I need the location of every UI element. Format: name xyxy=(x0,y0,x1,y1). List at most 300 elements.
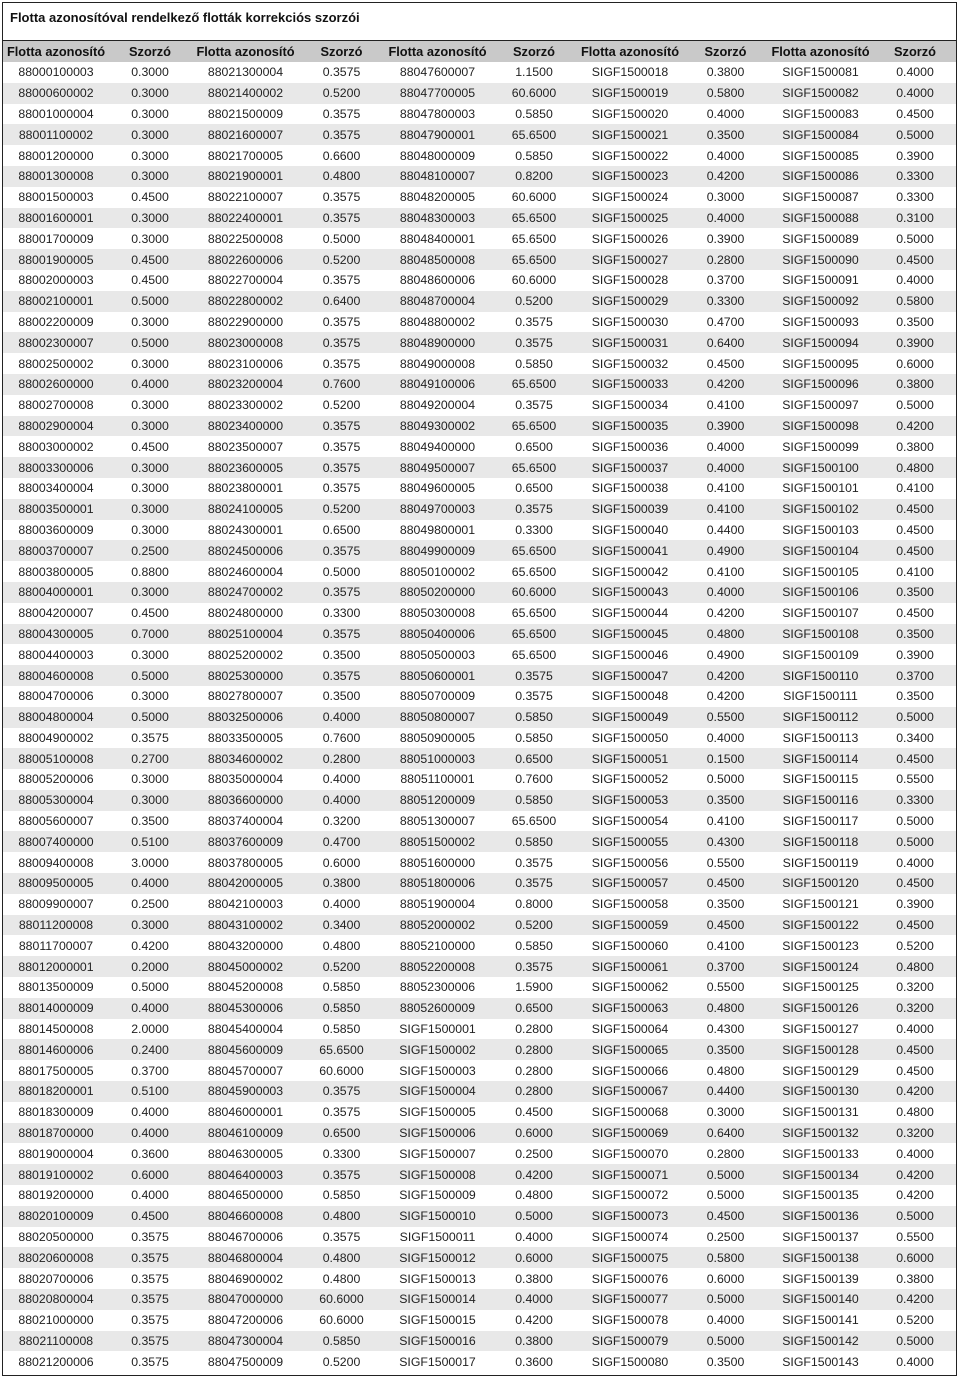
multiplier-cell: 0.4000 xyxy=(874,270,956,291)
fleet-id-cell: 88002700008 xyxy=(3,395,109,416)
fleet-id-cell: 88002200009 xyxy=(3,312,109,333)
fleet-id-cell: 88012000001 xyxy=(3,956,109,977)
fleet-id-cell: 88051900004 xyxy=(383,894,492,915)
multiplier-cell: 0.5200 xyxy=(300,956,383,977)
fleet-id-cell: 88005200006 xyxy=(3,769,109,790)
table-row xyxy=(3,728,956,749)
multiplier-cell: 0.2500 xyxy=(109,894,191,915)
fleet-id-cell: 88050800007 xyxy=(383,707,492,728)
header-fleet-id: Flotta azonosító xyxy=(576,41,684,63)
fleet-id-cell: 88004000001 xyxy=(3,582,109,603)
fleet-id-cell: 88043100002 xyxy=(191,915,300,936)
header-fleet-id: Flotta azonosító xyxy=(383,41,492,63)
fleet-id-cell: SIGF1500012 xyxy=(383,1247,492,1268)
multiplier-cell: 0.3575 xyxy=(300,1164,383,1185)
multiplier-cell: 0.4800 xyxy=(874,457,956,478)
multiplier-cell: 65.6500 xyxy=(492,811,576,832)
fleet-id-cell: 88022100007 xyxy=(191,187,300,208)
fleet-id-cell: SIGF1500138 xyxy=(767,1247,874,1268)
multiplier-cell: 0.3575 xyxy=(109,1289,191,1310)
fleet-id-cell: 88018200001 xyxy=(3,1081,109,1102)
fleet-id-cell: 88047600007 xyxy=(383,62,492,83)
fleet-id-cell: SIGF1500120 xyxy=(767,873,874,894)
multiplier-cell: 0.3000 xyxy=(109,416,191,437)
fleet-id-cell: 88018700000 xyxy=(3,1123,109,1144)
fleet-id-cell: SIGF1500115 xyxy=(767,769,874,790)
fleet-id-cell: SIGF1500087 xyxy=(767,187,874,208)
table-row xyxy=(3,1310,956,1331)
fleet-id-cell: SIGF1500020 xyxy=(576,104,684,125)
fleet-id-cell: 88047000000 xyxy=(191,1289,300,1310)
fleet-id-cell: 88022500008 xyxy=(191,228,300,249)
multiplier-cell: 0.2500 xyxy=(492,1143,576,1164)
table-row xyxy=(3,166,956,187)
multiplier-cell: 65.6500 xyxy=(492,124,576,145)
multiplier-cell: 0.7600 xyxy=(300,728,383,749)
fleet-id-cell: 88024800000 xyxy=(191,603,300,624)
table-row xyxy=(3,1227,956,1248)
fleet-id-cell: SIGF1500085 xyxy=(767,145,874,166)
multiplier-cell: 0.4000 xyxy=(684,728,767,749)
multiplier-cell: 0.4200 xyxy=(874,1164,956,1185)
fleet-id-cell: SIGF1500049 xyxy=(576,707,684,728)
table-row xyxy=(3,1143,956,1164)
multiplier-cell: 60.6000 xyxy=(492,187,576,208)
fleet-id-cell: SIGF1500069 xyxy=(576,1123,684,1144)
multiplier-cell: 0.3575 xyxy=(300,312,383,333)
multiplier-cell: 0.3800 xyxy=(874,1268,956,1289)
table-row xyxy=(3,62,956,83)
fleet-id-cell: 88049900009 xyxy=(383,540,492,561)
multiplier-cell: 0.4800 xyxy=(874,1102,956,1123)
multiplier-cell: 0.2800 xyxy=(300,748,383,769)
multiplier-cell: 0.3500 xyxy=(874,582,956,603)
multiplier-cell: 0.5000 xyxy=(874,1206,956,1227)
multiplier-cell: 0.4000 xyxy=(109,374,191,395)
multiplier-cell: 0.5500 xyxy=(684,977,767,998)
fleet-id-cell: 88042100003 xyxy=(191,894,300,915)
fleet-id-cell: SIGF1500111 xyxy=(767,686,874,707)
multiplier-cell: 0.2500 xyxy=(109,540,191,561)
fleet-id-cell: SIGF1500110 xyxy=(767,665,874,686)
fleet-id-cell: 88049600005 xyxy=(383,478,492,499)
fleet-id-cell: 88046700006 xyxy=(191,1227,300,1248)
multiplier-cell: 0.4000 xyxy=(109,1123,191,1144)
table-row xyxy=(3,769,956,790)
fleet-id-cell: SIGF1500016 xyxy=(383,1331,492,1352)
multiplier-cell: 0.3900 xyxy=(874,644,956,665)
fleet-id-cell: SIGF1500033 xyxy=(576,374,684,395)
fleet-id-cell: SIGF1500100 xyxy=(767,457,874,478)
fleet-id-cell: 88048000009 xyxy=(383,145,492,166)
fleet-id-cell: SIGF1500091 xyxy=(767,270,874,291)
multiplier-cell: 0.4500 xyxy=(874,1039,956,1060)
fleet-id-cell: 88003500001 xyxy=(3,499,109,520)
table-row xyxy=(3,145,956,166)
fleet-id-cell: SIGF1500096 xyxy=(767,374,874,395)
fleet-id-cell: SIGF1500093 xyxy=(767,312,874,333)
fleet-id-cell: 88024300001 xyxy=(191,520,300,541)
multiplier-cell: 0.3500 xyxy=(874,686,956,707)
fleet-id-cell: 88049700003 xyxy=(383,499,492,520)
multiplier-cell: 0.3500 xyxy=(684,790,767,811)
fleet-id-cell: 88048400001 xyxy=(383,228,492,249)
fleet-id-cell: 88014000009 xyxy=(3,998,109,1019)
multiplier-cell: 0.4800 xyxy=(492,1185,576,1206)
multiplier-cell: 0.5000 xyxy=(684,1164,767,1185)
fleet-id-cell: SIGF1500062 xyxy=(576,977,684,998)
multiplier-cell: 0.4500 xyxy=(109,249,191,270)
fleet-id-cell: SIGF1500032 xyxy=(576,353,684,374)
multiplier-cell: 0.4500 xyxy=(684,1206,767,1227)
fleet-id-cell: 88025100004 xyxy=(191,624,300,645)
fleet-id-cell: 88001000004 xyxy=(3,104,109,125)
table-row xyxy=(3,499,956,520)
multiplier-cell: 0.3575 xyxy=(300,478,383,499)
multiplier-cell: 0.3000 xyxy=(109,104,191,125)
multiplier-cell: 0.3800 xyxy=(874,436,956,457)
fleet-id-cell: 88002000003 xyxy=(3,270,109,291)
table-row xyxy=(3,624,956,645)
multiplier-cell: 0.2800 xyxy=(492,1039,576,1060)
fleet-id-cell: 88011700007 xyxy=(3,935,109,956)
fleet-id-cell: 88019200000 xyxy=(3,1185,109,1206)
fleet-id-cell: SIGF1500118 xyxy=(767,831,874,852)
fleet-id-cell: SIGF1500045 xyxy=(576,624,684,645)
multiplier-cell: 0.5000 xyxy=(109,977,191,998)
multiplier-cell: 65.6500 xyxy=(492,457,576,478)
multiplier-cell: 0.3500 xyxy=(109,811,191,832)
fleet-id-cell: 88048300003 xyxy=(383,208,492,229)
fleet-id-cell: 88021200006 xyxy=(3,1351,109,1372)
multiplier-cell: 0.3200 xyxy=(874,998,956,1019)
fleet-id-cell: SIGF1500035 xyxy=(576,416,684,437)
fleet-id-cell: 88046100009 xyxy=(191,1123,300,1144)
multiplier-cell: 0.3800 xyxy=(684,62,767,83)
multiplier-cell: 65.6500 xyxy=(492,540,576,561)
multiplier-cell: 0.3575 xyxy=(492,312,576,333)
fleet-id-cell: 88020700006 xyxy=(3,1268,109,1289)
multiplier-cell: 0.5000 xyxy=(492,1206,576,1227)
multiplier-cell: 0.6000 xyxy=(109,1164,191,1185)
fleet-id-cell: SIGF1500042 xyxy=(576,561,684,582)
fleet-id-cell: SIGF1500040 xyxy=(576,520,684,541)
table-row xyxy=(3,1102,956,1123)
multiplier-cell: 0.5850 xyxy=(300,1331,383,1352)
fleet-id-cell: SIGF1500070 xyxy=(576,1143,684,1164)
fleet-id-cell: 88048100007 xyxy=(383,166,492,187)
multiplier-cell: 0.5000 xyxy=(874,811,956,832)
multiplier-cell: 0.2800 xyxy=(492,1019,576,1040)
multiplier-cell: 0.4000 xyxy=(684,582,767,603)
multiplier-cell: 0.6000 xyxy=(492,1123,576,1144)
multiplier-cell: 0.4000 xyxy=(684,104,767,125)
multiplier-cell: 0.3700 xyxy=(684,270,767,291)
fleet-id-cell: 88051200009 xyxy=(383,790,492,811)
multiplier-cell: 0.4500 xyxy=(874,603,956,624)
fleet-id-cell: 88003600009 xyxy=(3,520,109,541)
fleet-id-cell: SIGF1500006 xyxy=(383,1123,492,1144)
fleet-id-cell: 88045700007 xyxy=(191,1060,300,1081)
multiplier-cell: 0.5500 xyxy=(684,852,767,873)
fleet-id-cell: SIGF1500065 xyxy=(576,1039,684,1060)
fleet-id-cell: SIGF1500089 xyxy=(767,228,874,249)
fleet-id-cell: 88009900007 xyxy=(3,894,109,915)
fleet-id-cell: 88023600005 xyxy=(191,457,300,478)
fleet-id-cell: 88051300007 xyxy=(383,811,492,832)
fleet-id-cell: SIGF1500019 xyxy=(576,83,684,104)
multiplier-cell: 0.1500 xyxy=(684,748,767,769)
multiplier-cell: 0.4300 xyxy=(684,1019,767,1040)
fleet-id-cell: 88046500000 xyxy=(191,1185,300,1206)
table-row xyxy=(3,208,956,229)
multiplier-cell: 0.3575 xyxy=(492,665,576,686)
multiplier-cell: 0.3575 xyxy=(109,1310,191,1331)
fleet-id-cell: 88049300002 xyxy=(383,416,492,437)
fleet-id-cell: 88045900003 xyxy=(191,1081,300,1102)
table-row xyxy=(3,811,956,832)
fleet-id-cell: SIGF1500086 xyxy=(767,166,874,187)
multiplier-cell: 60.6000 xyxy=(492,270,576,291)
multiplier-cell: 0.4800 xyxy=(300,166,383,187)
fleet-id-cell: 88045300006 xyxy=(191,998,300,1019)
fleet-id-cell: 88037600009 xyxy=(191,831,300,852)
fleet-id-cell: 88003700007 xyxy=(3,540,109,561)
multiplier-cell: 0.3000 xyxy=(109,686,191,707)
multiplier-cell: 0.5100 xyxy=(109,831,191,852)
fleet-id-cell: 88022700004 xyxy=(191,270,300,291)
multiplier-cell: 0.5850 xyxy=(300,998,383,1019)
fleet-id-cell: SIGF1500112 xyxy=(767,707,874,728)
multiplier-cell: 0.4500 xyxy=(874,499,956,520)
fleet-id-cell: 88024100005 xyxy=(191,499,300,520)
fleet-id-cell: SIGF1500056 xyxy=(576,852,684,873)
multiplier-cell: 0.3575 xyxy=(300,1081,383,1102)
table-row xyxy=(3,416,956,437)
multiplier-cell: 0.5000 xyxy=(109,707,191,728)
table-row xyxy=(3,436,956,457)
multiplier-cell: 60.6000 xyxy=(492,83,576,104)
multiplier-cell: 0.4200 xyxy=(874,1185,956,1206)
table-row xyxy=(3,353,956,374)
fleet-id-cell: SIGF1500121 xyxy=(767,894,874,915)
fleet-id-cell: 88051500002 xyxy=(383,831,492,852)
multiplier-cell: 65.6500 xyxy=(492,208,576,229)
header-multiplier: Szorzó xyxy=(109,41,191,63)
fleet-id-cell: 88048900000 xyxy=(383,332,492,353)
fleet-id-cell: 88001200000 xyxy=(3,145,109,166)
multiplier-cell: 0.3600 xyxy=(109,1143,191,1164)
fleet-id-cell: 88004900002 xyxy=(3,728,109,749)
multiplier-cell: 0.4200 xyxy=(874,416,956,437)
fleet-id-cell: SIGF1500053 xyxy=(576,790,684,811)
multiplier-cell: 65.6500 xyxy=(492,228,576,249)
fleet-id-cell: 88003000002 xyxy=(3,436,109,457)
multiplier-cell: 0.4100 xyxy=(684,395,767,416)
table-row xyxy=(3,894,956,915)
multiplier-cell: 0.3900 xyxy=(874,332,956,353)
multiplier-cell: 0.3575 xyxy=(492,395,576,416)
multiplier-cell: 0.3000 xyxy=(109,228,191,249)
multiplier-cell: 0.3000 xyxy=(109,644,191,665)
fleet-id-cell: 88049200004 xyxy=(383,395,492,416)
multiplier-cell: 0.3900 xyxy=(874,894,956,915)
multiplier-cell: 0.4500 xyxy=(109,1206,191,1227)
fleet-id-cell: 88048700004 xyxy=(383,291,492,312)
multiplier-cell: 65.6500 xyxy=(492,561,576,582)
fleet-id-cell: SIGF1500054 xyxy=(576,811,684,832)
multiplier-cell: 0.3575 xyxy=(300,1102,383,1123)
fleet-id-cell: 88024700002 xyxy=(191,582,300,603)
fleet-id-cell: SIGF1500068 xyxy=(576,1102,684,1123)
fleet-id-cell: 88014500008 xyxy=(3,1019,109,1040)
table-row xyxy=(3,644,956,665)
header-fleet-id: Flotta azonosító xyxy=(191,41,300,63)
table-row xyxy=(3,1289,956,1310)
fleet-id-cell: 88007400000 xyxy=(3,831,109,852)
multiplier-cell: 0.7600 xyxy=(300,374,383,395)
multiplier-cell: 0.3500 xyxy=(874,312,956,333)
fleet-id-cell: 88048200005 xyxy=(383,187,492,208)
multiplier-cell: 0.5850 xyxy=(492,728,576,749)
fleet-id-cell: SIGF1500063 xyxy=(576,998,684,1019)
fleet-id-cell: SIGF1500114 xyxy=(767,748,874,769)
fleet-id-cell: SIGF1500039 xyxy=(576,499,684,520)
multiplier-cell: 65.6500 xyxy=(492,416,576,437)
multiplier-cell: 0.2800 xyxy=(684,1143,767,1164)
fleet-id-cell: SIGF1500009 xyxy=(383,1185,492,1206)
fleet-id-cell: SIGF1500008 xyxy=(383,1164,492,1185)
fleet-id-cell: 88009500005 xyxy=(3,873,109,894)
table-row xyxy=(3,1039,956,1060)
multiplier-cell: 0.5000 xyxy=(684,1289,767,1310)
multiplier-cell: 0.4500 xyxy=(874,540,956,561)
multiplier-cell: 0.5200 xyxy=(300,249,383,270)
multiplier-cell: 0.5200 xyxy=(874,935,956,956)
multiplier-cell: 0.4100 xyxy=(684,499,767,520)
multiplier-cell: 0.3575 xyxy=(300,1227,383,1248)
multiplier-cell: 0.3300 xyxy=(874,187,956,208)
fleet-id-cell: 88000600002 xyxy=(3,83,109,104)
multiplier-cell: 0.4000 xyxy=(874,83,956,104)
fleet-id-cell: 88023200004 xyxy=(191,374,300,395)
multiplier-cell: 0.4000 xyxy=(300,769,383,790)
fleet-id-cell: SIGF1500004 xyxy=(383,1081,492,1102)
fleet-id-cell: 88023800001 xyxy=(191,478,300,499)
multiplier-cell: 0.3575 xyxy=(300,665,383,686)
table-row xyxy=(3,187,956,208)
fleet-id-cell: 88002600000 xyxy=(3,374,109,395)
multiplier-cell: 0.3300 xyxy=(684,291,767,312)
multiplier-cell: 0.3300 xyxy=(300,1143,383,1164)
multiplier-cell: 0.4200 xyxy=(109,935,191,956)
fleet-id-cell: 88046600008 xyxy=(191,1206,300,1227)
multiplier-cell: 0.5000 xyxy=(109,665,191,686)
fleet-id-cell: 88047300004 xyxy=(191,1331,300,1352)
multiplier-cell: 0.3000 xyxy=(109,145,191,166)
fleet-id-cell: 88023500007 xyxy=(191,436,300,457)
fleet-id-cell: SIGF1500046 xyxy=(576,644,684,665)
fleet-id-cell: SIGF1500076 xyxy=(576,1268,684,1289)
multiplier-cell: 0.3575 xyxy=(109,1227,191,1248)
multiplier-cell: 0.2800 xyxy=(492,1081,576,1102)
multiplier-cell: 0.4000 xyxy=(684,208,767,229)
multiplier-cell: 0.5500 xyxy=(874,1227,956,1248)
table-row xyxy=(3,1081,956,1102)
fleet-id-cell: SIGF1500084 xyxy=(767,124,874,145)
fleet-id-cell: 88005100008 xyxy=(3,748,109,769)
multiplier-cell: 0.5850 xyxy=(492,935,576,956)
multiplier-cell: 0.3700 xyxy=(684,956,767,977)
fleet-id-cell: 88022800002 xyxy=(191,291,300,312)
multiplier-cell: 65.6500 xyxy=(492,603,576,624)
fleet-id-cell: 88048800002 xyxy=(383,312,492,333)
table-row xyxy=(3,582,956,603)
multiplier-cell: 0.5000 xyxy=(684,1331,767,1352)
fleet-id-cell: 88050100002 xyxy=(383,561,492,582)
fleet-id-cell: SIGF1500095 xyxy=(767,353,874,374)
fleet-id-cell: SIGF1500126 xyxy=(767,998,874,1019)
fleet-id-cell: 88025300000 xyxy=(191,665,300,686)
fleet-id-cell: 88020500000 xyxy=(3,1227,109,1248)
multiplier-cell: 0.3500 xyxy=(300,686,383,707)
fleet-id-cell: SIGF1500135 xyxy=(767,1185,874,1206)
multiplier-cell: 0.5200 xyxy=(300,395,383,416)
multiplier-cell: 0.6500 xyxy=(492,436,576,457)
multiplier-cell: 0.6000 xyxy=(492,1247,576,1268)
fleet-id-cell: SIGF1500038 xyxy=(576,478,684,499)
fleet-id-cell: SIGF1500113 xyxy=(767,728,874,749)
fleet-id-cell: 88021400002 xyxy=(191,83,300,104)
table-row xyxy=(3,873,956,894)
multiplier-cell: 0.4200 xyxy=(684,686,767,707)
multiplier-cell: 0.5000 xyxy=(300,228,383,249)
multiplier-cell: 0.4900 xyxy=(684,644,767,665)
fleet-id-cell: SIGF1500024 xyxy=(576,187,684,208)
multiplier-cell: 0.3500 xyxy=(684,1351,767,1372)
fleet-id-cell: 88001600001 xyxy=(3,208,109,229)
fleet-id-cell: 88048500008 xyxy=(383,249,492,270)
fleet-id-cell: 88020600008 xyxy=(3,1247,109,1268)
multiplier-cell: 0.3000 xyxy=(109,790,191,811)
multiplier-cell: 0.4500 xyxy=(874,104,956,125)
multiplier-cell: 0.4500 xyxy=(109,436,191,457)
fleet-id-cell: 88033500005 xyxy=(191,728,300,749)
multiplier-cell: 0.5850 xyxy=(300,1019,383,1040)
fleet-id-cell: SIGF1500124 xyxy=(767,956,874,977)
fleet-id-cell: 88036600000 xyxy=(191,790,300,811)
table-row xyxy=(3,540,956,561)
multiplier-cell: 0.4500 xyxy=(492,1102,576,1123)
multiplier-cell: 0.3575 xyxy=(109,728,191,749)
multiplier-cell: 0.3400 xyxy=(874,728,956,749)
multiplier-cell: 0.5850 xyxy=(300,1185,383,1206)
fleet-id-cell: 88043200000 xyxy=(191,935,300,956)
multiplier-cell: 0.3500 xyxy=(300,644,383,665)
multiplier-cell: 0.5000 xyxy=(684,1185,767,1206)
multiplier-cell: 0.3575 xyxy=(300,62,383,83)
multiplier-cell: 0.3575 xyxy=(300,187,383,208)
fleet-id-cell: SIGF1500107 xyxy=(767,603,874,624)
fleet-id-cell: 88047700005 xyxy=(383,83,492,104)
fleet-id-cell: 88046000001 xyxy=(191,1102,300,1123)
multiplier-cell: 0.6500 xyxy=(300,520,383,541)
fleet-id-cell: SIGF1500031 xyxy=(576,332,684,353)
multiplier-cell: 0.4100 xyxy=(874,478,956,499)
fleet-id-cell: SIGF1500136 xyxy=(767,1206,874,1227)
fleet-id-cell: SIGF1500082 xyxy=(767,83,874,104)
multiplier-cell: 60.6000 xyxy=(300,1289,383,1310)
